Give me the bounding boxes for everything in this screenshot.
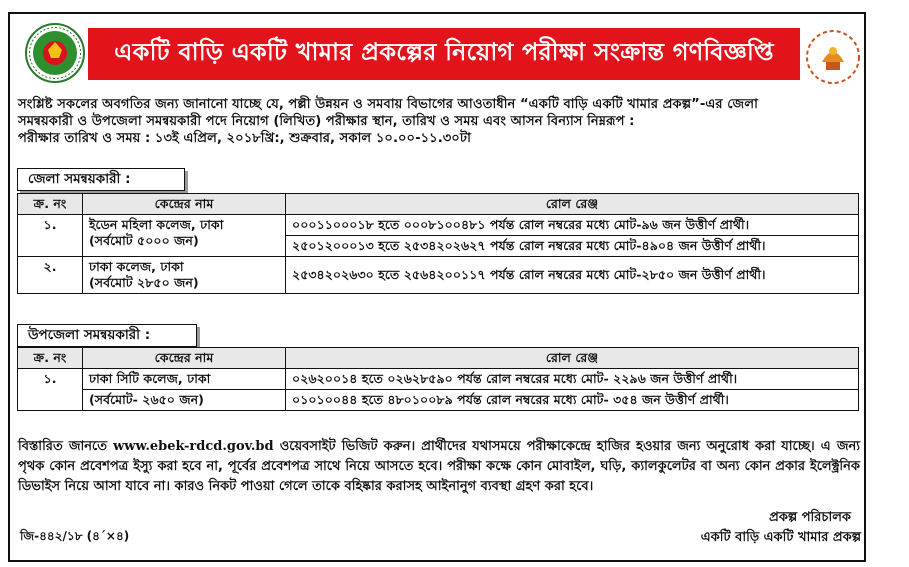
signature-block <box>701 508 861 548</box>
roll-range: ০০০১১০০০১৮ হতে ০০০৮১০০৪৮১ পর্যন্ত রোল নম্বরের মধ্যে মোট-৯৬ জন উত্তীর্ণ প্রার্থী। <box>286 215 859 236</box>
header-sn: ক্র. নং <box>18 194 83 215</box>
table-header-row <box>18 348 859 369</box>
header-center: কেন্দ্রের নাম <box>83 348 286 369</box>
instructions-paragraph <box>18 437 860 497</box>
center-total: (সর্বমোট ২৮৫০ জন) <box>89 275 199 290</box>
row-sn: ২. <box>18 257 83 294</box>
table-row <box>18 257 859 294</box>
notice-title: একটি বাড়ি একটি খামার প্রকল্পের নিয়োগ পরীক্ষা সংক্রান্ত গণবিজ্ঞপ্তি <box>114 37 774 66</box>
roll-range: ২৫০১২০০০১৩ হতে ২৫৩৪২০২৬২৭ পর্যন্ত রোল নম্বরের মধ্যে মোট-৪৯০৪ জন উত্তীর্ণ প্রার্থী। <box>286 236 859 257</box>
center-cell <box>83 215 286 257</box>
center-cell <box>83 257 286 294</box>
signature-designation: প্রকল্প পরিচালক <box>769 510 851 525</box>
website-link[interactable]: www.ebek-rdcd.gov.bd <box>113 439 274 454</box>
table-row <box>18 390 859 411</box>
header-range: রোল রেঞ্জ <box>286 194 859 215</box>
government-seal-logo <box>24 22 86 84</box>
reference-number: জি-৪৪২/১৮ (৪´×৪) <box>20 529 130 543</box>
header-sn: ক্র. নং <box>18 348 83 369</box>
intro-line-1: সংশ্লিষ্ট সকলের অবগতির জন্য জানানো যাচ্ছে যে, পল্লী উন্নয়ন ও সমবায় বিভাগের আওতাধীন “একটি বাড়ি একটি খামার প্রকল্প”-এর জেলা <box>18 97 758 112</box>
center-total: (সর্বমোট ৫০০০ জন) <box>89 233 199 248</box>
center-name: ইডেন মহিলা কলেজ, ঢাকা <box>89 217 224 232</box>
roll-range: ২৫৩৪২০২৬৩০ হতে ২৫৬৪২০০১১৭ পর্যন্ত রোল নম্বরের মধ্যে মোট-২৮৫০ জন উত্তীর্ণ প্রার্থী। <box>286 257 859 294</box>
upazila-label-text: উপজেলা সমন্বয়কারী : <box>28 327 151 343</box>
district-label-text: জেলা সমন্বয়কারী : <box>28 171 131 187</box>
notice-title-banner <box>88 28 800 80</box>
table-header-row <box>18 194 859 215</box>
exam-date-time: পরীক্ষার তারিখ ও সময় : ১৩ই এপ্রিল, ২০১৮খ্রি:, শুক্রবার, সকাল ১০.০০-১১.৩০টা <box>18 131 471 146</box>
center-name: ঢাকা কলেজ, ঢাকা <box>89 259 184 274</box>
table-row <box>18 369 859 390</box>
roll-range: ০১০১০০৪৪ হতে ৪৮০১০০৮৯ পর্যন্ত রোল নম্বরের মধ্যে মোট- ৩৫৪ জন উত্তীর্ণ প্রার্থী। <box>286 390 859 411</box>
table-row <box>18 215 859 236</box>
center-total: (সর্বমোট- ২৬৫০ জন) <box>83 390 286 411</box>
upazila-coordinator-table <box>17 347 859 411</box>
instructions-body: ওয়েবসাইট ভিজিট করুন। প্রার্থীদের যথাসময়ে পরীক্ষাকেন্দ্রে হাজির হওয়ার জন্য অনুরোধ করা যাচ্ছে। এ জন্য পৃথক কোন প্রবেশপত্র ইস্যু করা হবে না, পূর্বের প্রবেশপত্র সাথে নিয়ে আসতে হবে। পরীক্ষা কক্ষে কোন মোবাইল, ঘড়ি, ক্যালকুলেটর বা অন্য কোন প্রকার ইলেক্ট্রনিক ডিভাইস নিয়ে আসা যাবে না। কারও নিকট পাওয়া গেলে তাকে বহিষ্কার করাসহ আইনানুগ ব্যবস্থা গ্রহণ করা হবে। <box>18 439 860 494</box>
center-name: ঢাকা সিটি কলেজ, ঢাকা <box>83 369 286 390</box>
district-coordinator-table <box>17 193 859 294</box>
row-sn: ১. <box>18 215 83 257</box>
district-coordinator-label <box>17 168 185 191</box>
intro-line-2: সমন্বয়কারী ও উপজেলা সমন্বয়কারী পদে নিয়োগ (লিখিত) পরীক্ষার স্থান, তারিখ ও সময় এবং আসন বিন্যাস নিম্নরূপ : <box>18 114 635 129</box>
upazila-coordinator-label <box>17 324 197 347</box>
intro-paragraph <box>18 96 860 147</box>
header-center: কেন্দ্রের নাম <box>83 194 286 215</box>
signature-organization: একটি বাড়ি একটি খামার প্রকল্প <box>700 530 861 545</box>
header-range: রোল রেঞ্জ <box>286 348 859 369</box>
row-sn: ১. <box>18 369 83 411</box>
instructions-prefix: বিস্তারিত জানতে <box>18 439 114 454</box>
project-logo <box>804 28 862 86</box>
roll-range: ০২৬২০০১৪ হতে ০২৬২৮৫৯০ পর্যন্ত রোল নম্বরের মধ্যে মোট- ২২৯৬ জন উত্তীর্ণ প্রার্থী। <box>286 369 859 390</box>
